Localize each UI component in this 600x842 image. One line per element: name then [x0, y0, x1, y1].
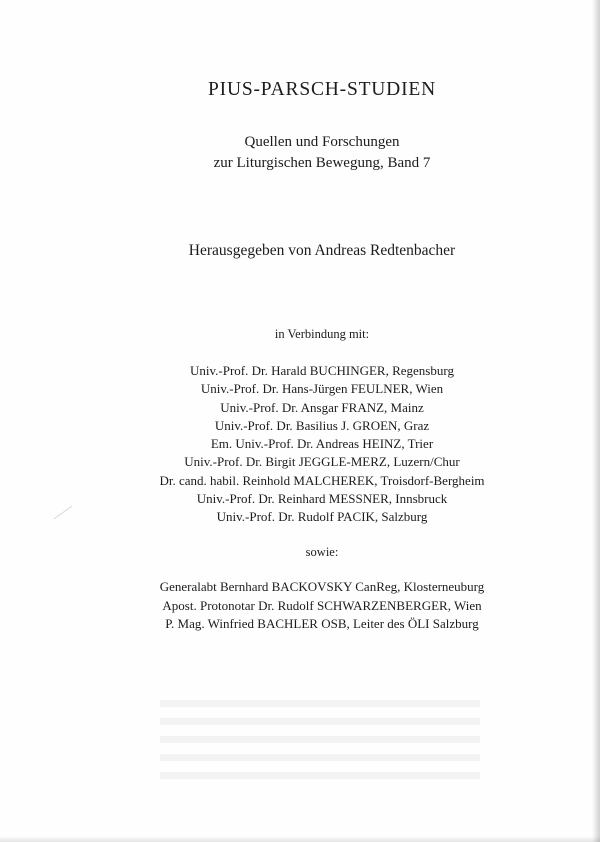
contributor-item: Univ.-Prof. Dr. Reinhard MESSNER, Innsbruck	[196, 491, 448, 507]
in-connection-label: in Verbindung mit:	[274, 327, 370, 341]
show-through-text	[160, 700, 480, 790]
page-bottom-shadow	[0, 836, 600, 842]
contributor-item: Univ.-Prof. Dr. Ansgar FRANZ, Mainz	[220, 399, 424, 415]
subtitle-line: Quellen und Forschungen	[244, 134, 400, 150]
contributor-item: Em. Univ.-Prof. Dr. Andreas HEINZ, Trier	[210, 436, 434, 452]
contributor-item: Dr. cand. habil. Reinhold MALCHEREK, Troisdorf-Bergheim	[159, 472, 485, 488]
sowie-label: sowie:	[305, 545, 339, 559]
series-title: PIUS-PARSCH-STUDIEN	[208, 79, 436, 100]
contributor-item: Univ.-Prof. Dr. Birgit JEGGLE-MERZ, Luzern/Chur	[184, 454, 460, 470]
patron-item: Generalabt Bernhard BACKOVSKY CanReg, Klosterneuburg	[159, 579, 485, 594]
editor-line: Herausgegeben von Andreas Redtenbacher	[188, 242, 456, 259]
series-subtitle	[0, 132, 600, 174]
patron-item: Apost. Protonotar Dr. Rudolf SCHWARZENBERGER, Wien	[162, 597, 482, 613]
patron-item: P. Mag. Winfried BACHLER OSB, Leiter des ÖLI Salzburg	[165, 616, 479, 632]
subtitle-line: zur Liturgischen Bewegung, Band 7	[213, 155, 431, 171]
contributor-item: Univ.-Prof. Dr. Basilius J. GROEN, Graz	[214, 417, 430, 433]
contributors-list	[0, 362, 600, 527]
contributor-item: Univ.-Prof. Dr. Harald BUCHINGER, Regensburg	[190, 363, 454, 378]
contributor-item: Univ.-Prof. Dr. Rudolf PACIK, Salzburg	[216, 509, 428, 525]
patrons-list	[0, 578, 600, 634]
contributor-item: Univ.-Prof. Dr. Hans-Jürgen FEULNER, Wien	[200, 381, 444, 397]
page-edge-shadow	[592, 0, 600, 842]
